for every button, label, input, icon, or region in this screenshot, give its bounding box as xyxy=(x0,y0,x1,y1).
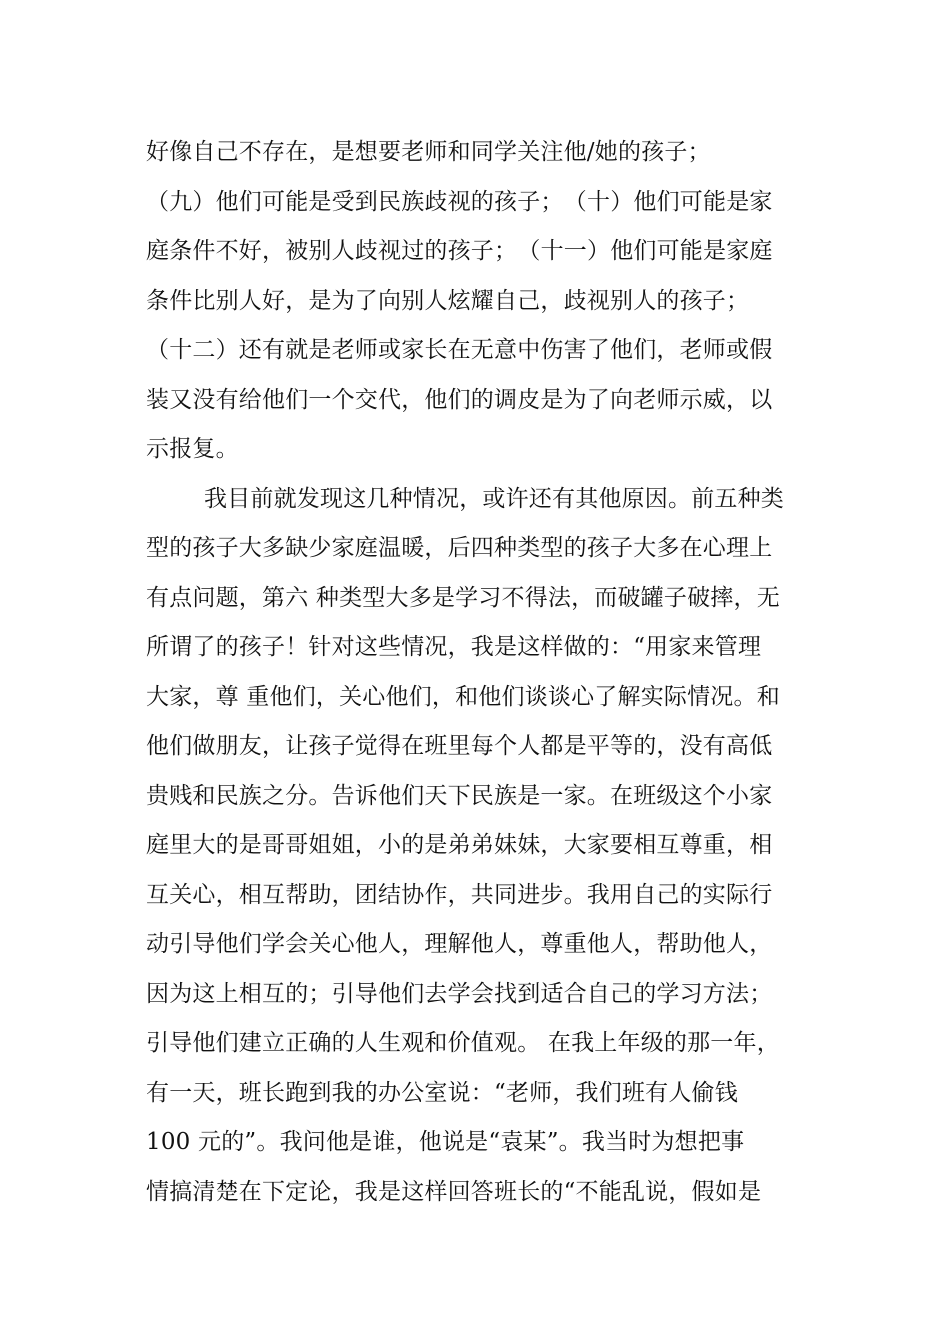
text-line: 他们做朋友，让孩子觉得在班里每个人都是平等的，没有高低 xyxy=(146,733,773,759)
text-line: 有点问题，第六 种类型大多是学习不得法，而破罐子破摔，无 xyxy=(146,584,780,611)
text-line: 情搞清楚在下定论，我是这样回答班长的“不能乱说，假如是 xyxy=(146,1178,762,1205)
text-line: 因为这上相互的；引导他们去学会找到适合自己的学习方法； xyxy=(146,980,773,1007)
text-line: 100 元的”。我问他是谁，他说是“袁某”。我当时为想把事 xyxy=(146,1129,745,1155)
text-line: 条件比别人好，是为了向别人炫耀自己，歧视别人的孩子； xyxy=(146,287,750,314)
text-line: （九）他们可能是受到民族歧视的孩子； （十）他们可能是家 xyxy=(146,188,773,215)
text-line: 引导他们建立正确的人生观和价值观。 在我上年级的那一年， xyxy=(146,1030,780,1056)
text-line: 型的孩子大多缺少家庭温暖，后四种类型的孩子大多在心理上 xyxy=(146,535,773,561)
text-line: 装又没有给他们一个交代，他们的调皮是为了向老师示威，以 xyxy=(146,386,773,413)
text-line: 大家，尊 重他们，关心他们，和他们谈谈心了解实际情况。和 xyxy=(146,683,780,710)
body-text xyxy=(146,128,816,1217)
text-line: 动引导他们学会关心他人，理解他人，尊重他人，帮助他人， xyxy=(146,931,773,957)
text-line: 示报复。 xyxy=(146,436,239,462)
paragraph-start-line: 我目前就发现这几种情况，或许还有其他原因。前五种类 xyxy=(204,485,784,512)
text-line: 互关心，相互帮助，团结协作，共同进步。我用自己的实际行 xyxy=(146,881,773,908)
text-line: 所谓了的孩子！针对这些情况，我是这样做的：“用家来管理 xyxy=(146,634,762,660)
text-line: 贵贱和民族之分。告诉他们天下民族是一家。在班级这个小家 xyxy=(146,782,773,809)
text-line: 好像自己不存在，是想要老师和同学关注他/她的孩子； xyxy=(146,139,711,165)
text-line: （十二）还有就是老师或家长在无意中伤害了他们，老师或假 xyxy=(146,337,773,363)
text-line: 庭条件不好，被别人歧视过的孩子； （十一）他们可能是家庭 xyxy=(146,238,773,264)
text-line: 庭里大的是哥哥姐姐，小的是弟弟妹妹，大家要相互尊重，相 xyxy=(146,832,773,858)
text-line: 有一天，班长跑到我的办公室说：“老师，我们班有人偷钱 xyxy=(146,1079,738,1106)
